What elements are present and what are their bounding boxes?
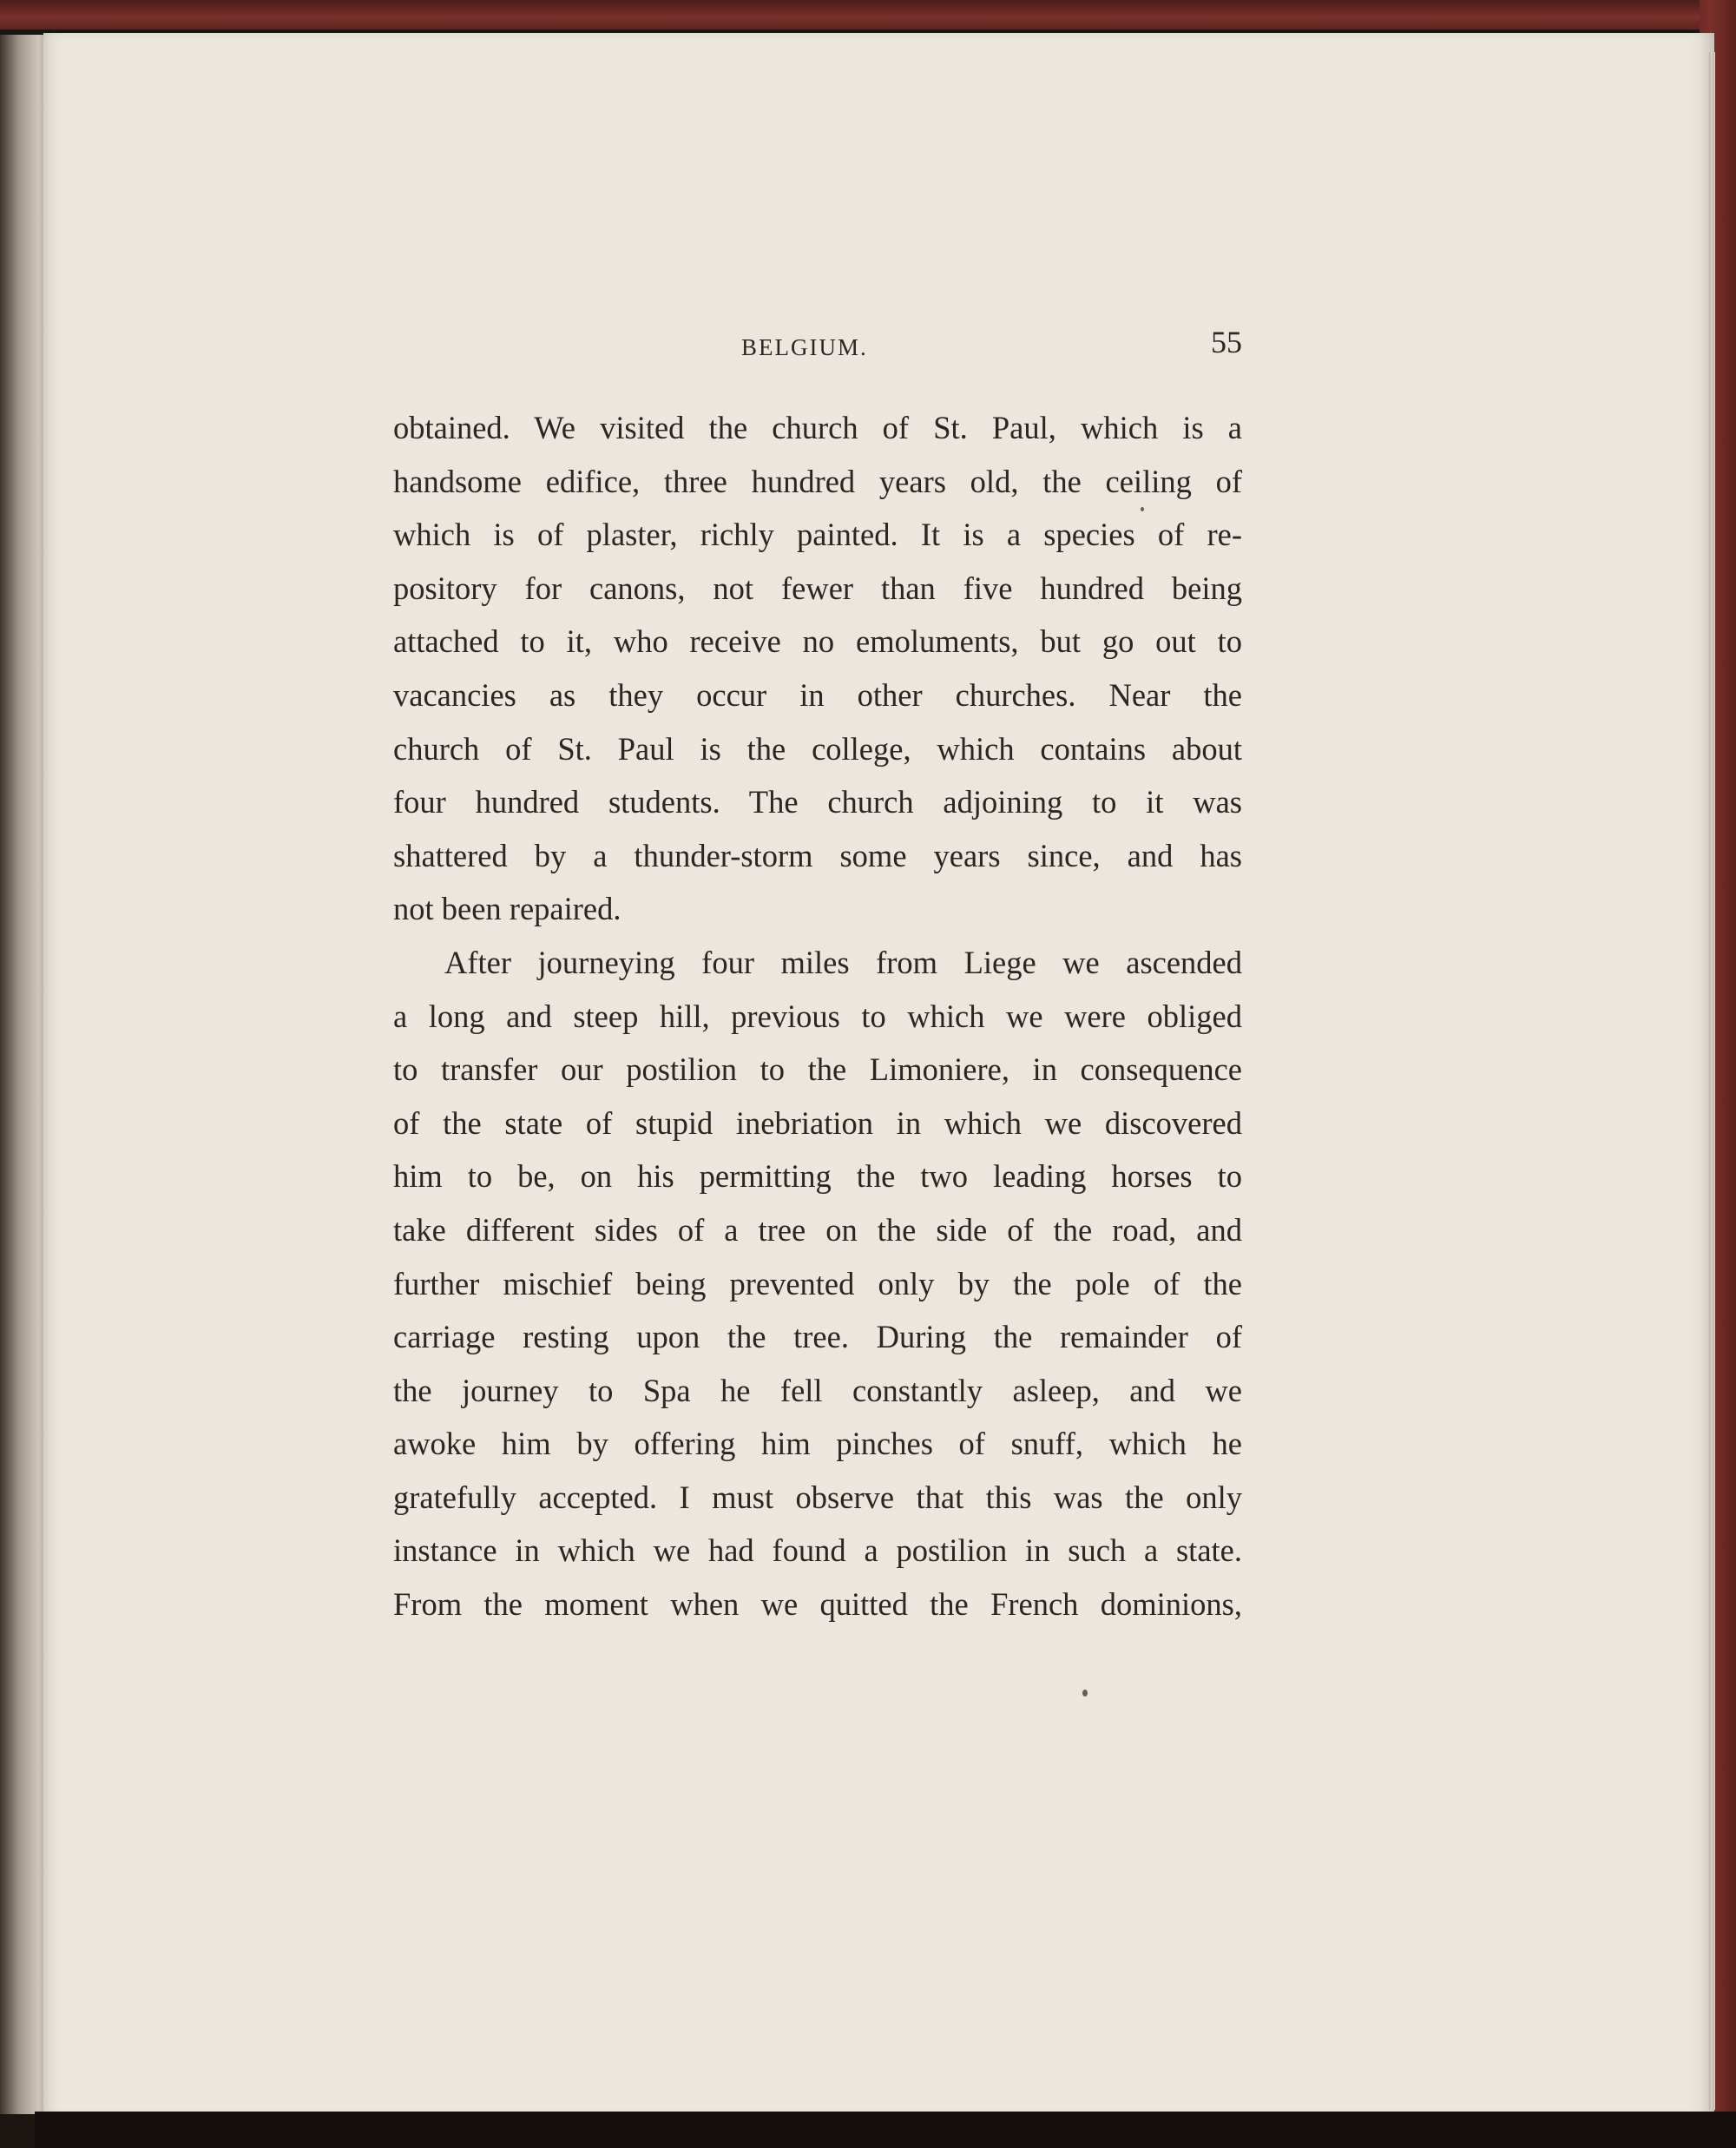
text-line: to transfer our postilion to the Limoniere, in consequence bbox=[393, 1051, 1242, 1088]
text-line: church of St. Paul is the college, which contains about bbox=[393, 730, 1242, 767]
text-line: further mischief being prevented only by the pole of the bbox=[393, 1265, 1242, 1301]
text-line: awoke him by offering him pinches of snuff, which he bbox=[393, 1426, 1242, 1462]
text-line: obtained. We visited the church of St. Paul, which is a bbox=[393, 410, 1242, 445]
text-line: attached to it, who receive no emoluments, but go out to bbox=[393, 623, 1242, 660]
text-line: the journey to Spa he fell constantly asleep, and we bbox=[393, 1372, 1242, 1408]
text-line: vacancies as they occur in other churches. Near the bbox=[393, 676, 1242, 713]
text-line: take different sides of a tree on the side of the road, and bbox=[393, 1211, 1242, 1248]
body-text bbox=[393, 401, 1242, 1631]
text-line: carriage resting upon the tree. During the remainder of bbox=[393, 1319, 1242, 1355]
text-line: instance in which we had found a postilion in such a state. bbox=[393, 1532, 1242, 1569]
text-line: of the state of stupid inebriation in which we discovered bbox=[393, 1104, 1242, 1141]
text-line: which is of plaster, richly painted. It is a species of re- bbox=[393, 517, 1242, 553]
paper-speck bbox=[1141, 507, 1144, 511]
text-line: handsome edifice, three hundred years old, the ceiling of bbox=[393, 463, 1242, 499]
text-line: From the moment when we quitted the French dominions, bbox=[393, 1586, 1242, 1623]
page-stack-edge bbox=[1708, 52, 1715, 2110]
bottom-shadow bbox=[35, 2112, 1736, 2148]
text-line: a long and steep hill, previous to which we were obliged bbox=[393, 998, 1242, 1034]
paper-speck bbox=[1082, 1690, 1088, 1697]
previous-page-edge bbox=[0, 35, 45, 2114]
text-line: gratefully accepted. I must observe that this was the only bbox=[393, 1479, 1242, 1515]
text-line: him to be, on his permitting the two leading horses to bbox=[393, 1158, 1242, 1195]
page-number: 55 bbox=[1211, 325, 1242, 359]
paragraph-last-line: not been repaired. bbox=[393, 891, 621, 927]
text-line: pository for canons, not fewer than five hundred being bbox=[393, 570, 1242, 606]
paragraph-first-line: After journeying four miles from Liege we ascended bbox=[444, 944, 1242, 980]
text-line: four hundred students. The church adjoining to it was bbox=[393, 784, 1242, 820]
running-head: BELGIUM. bbox=[741, 334, 868, 360]
page-header bbox=[393, 323, 1242, 375]
text-line: shattered by a thunder-storm some years since, and has bbox=[393, 837, 1242, 873]
book-cover-top-edge bbox=[0, 0, 1736, 30]
